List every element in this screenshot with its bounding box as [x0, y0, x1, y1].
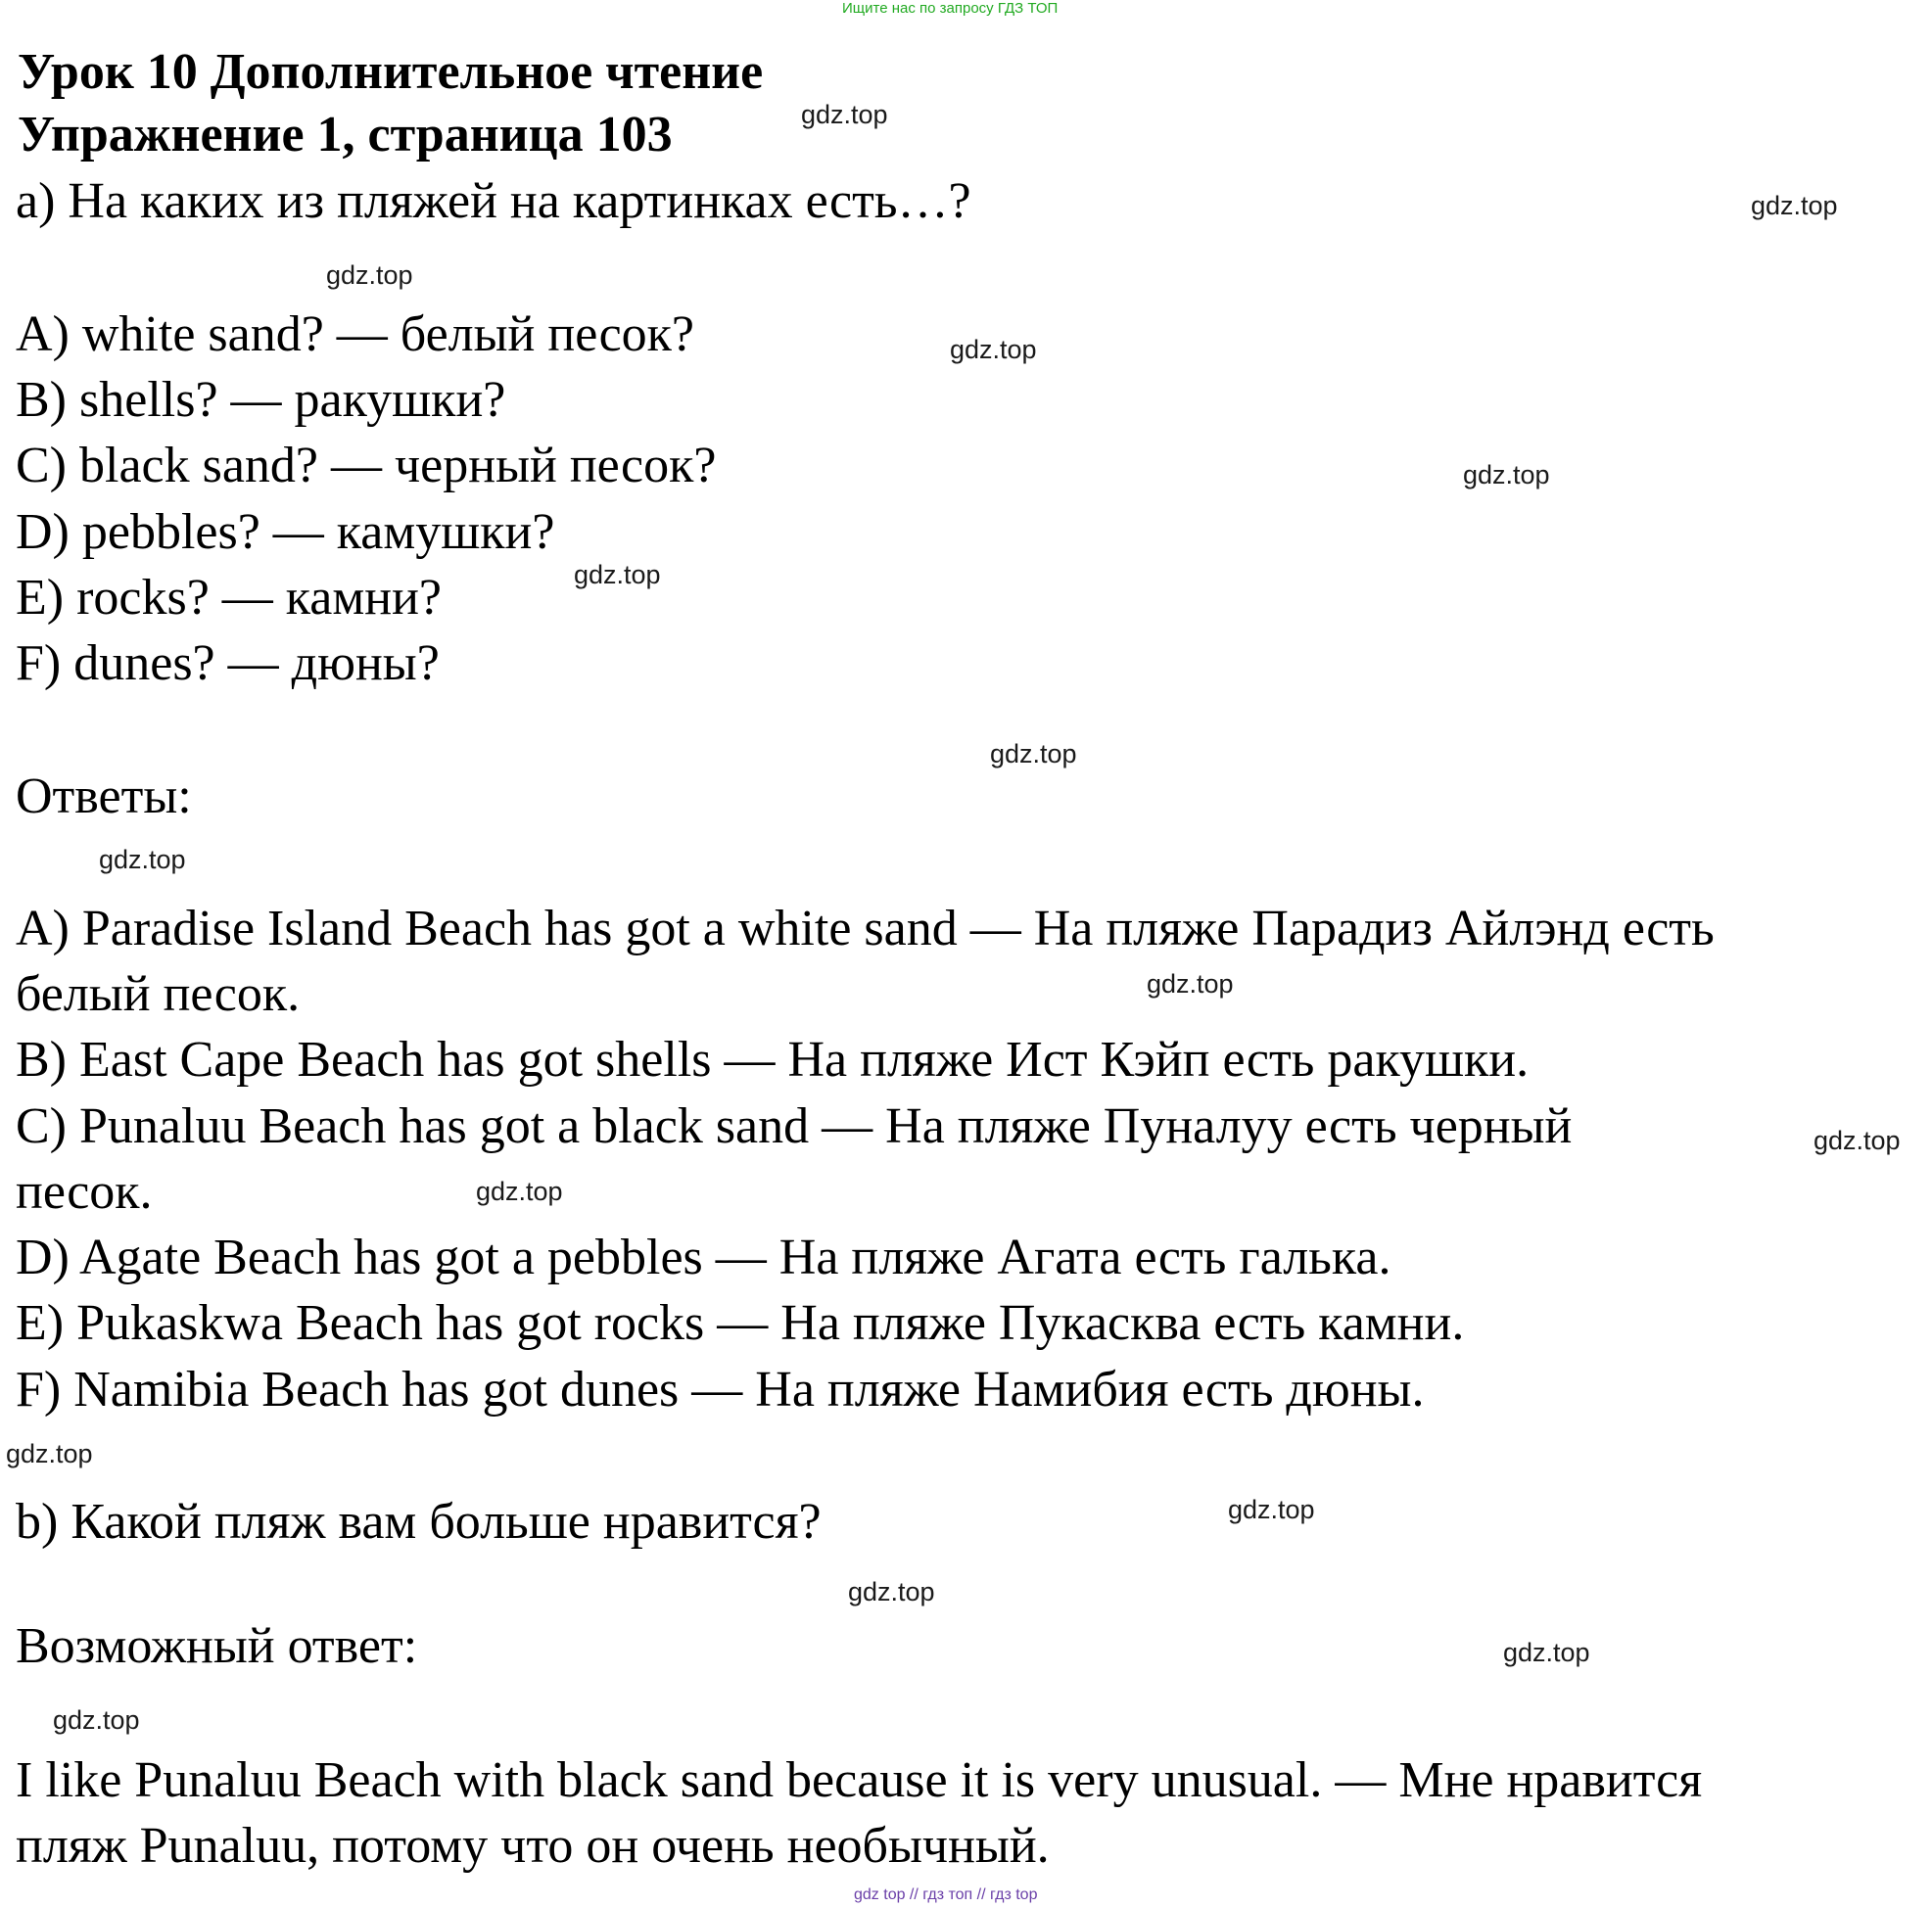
watermark: gdz.top [99, 845, 186, 874]
watermark: gdz.top [6, 1439, 93, 1468]
watermark: gdz.top [1503, 1638, 1590, 1667]
option-d: D) pebbles? — камушки? [16, 504, 555, 560]
answer-a-line2: белый песок. [16, 966, 301, 1022]
option-b: B) shells? — ракушки? [16, 372, 506, 428]
top-banner: Ищите нас по запросу ГДЗ ТОП [842, 0, 1059, 17]
option-a: A) white sand? — белый песок? [16, 306, 694, 362]
option-c: C) black sand? — черный песок? [16, 438, 717, 493]
option-f: F) dunes? — дюны? [16, 635, 440, 691]
answer-b: B) East Cape Beach has got shells — На пляже Ист Кэйп есть ракушки. [16, 1032, 1530, 1088]
exercise-title: Упражнение 1, страница 103 [18, 107, 673, 163]
watermark: gdz.top [1463, 460, 1550, 489]
watermark: gdz.top [574, 560, 661, 589]
answers-heading: Ответы: [16, 768, 192, 824]
possible-answer-line2: пляж Punaluu, потому что он очень необычный. [16, 1818, 1050, 1874]
answer-d: D) Agate Beach has got a pebbles — На пляже Агата есть галька. [16, 1230, 1391, 1285]
watermark: gdz.top [1147, 969, 1234, 999]
answer-c-line1: C) Punaluu Beach has got a black sand — На пляже Пуналуу есть черный [16, 1098, 1573, 1154]
answer-e: E) Pukaskwa Beach has got rocks — На пляже Пукасква есть камни. [16, 1295, 1465, 1351]
watermark: gdz.top [476, 1177, 563, 1206]
question-a: a) На каких из пляжей на картинках есть…? [16, 173, 971, 229]
question-b: b) Какой пляж вам больше нравится? [16, 1494, 822, 1550]
watermark: gdz.top [848, 1577, 935, 1606]
answer-a-line1: A) Paradise Island Beach has got a white sand — На пляже Парадиз Айлэнд есть [16, 901, 1715, 956]
watermark: gdz.top [326, 260, 413, 290]
lesson-title: Урок 10 Дополнительное чтение [18, 44, 764, 100]
watermark: gdz.top [950, 335, 1037, 364]
possible-answer-heading: Возможный ответ: [16, 1618, 418, 1674]
answer-c-line2: песок. [16, 1164, 153, 1220]
possible-answer-line1: I like Punaluu Beach with black sand because it is very unusual. — Мне нравится [16, 1752, 1703, 1808]
watermark: gdz.top [53, 1705, 140, 1735]
watermark: gdz.top [1751, 191, 1838, 220]
watermark: gdz.top [801, 100, 888, 129]
watermark: gdz.top [990, 739, 1077, 768]
option-e: E) rocks? — камни? [16, 570, 442, 626]
footer-watermark: gdz top // гдз топ // гдз top [854, 1886, 1038, 1903]
watermark: gdz.top [1814, 1126, 1901, 1155]
watermark: gdz.top [1228, 1495, 1315, 1524]
answer-f: F) Namibia Beach has got dunes — На пляже Намибия есть дюны. [16, 1362, 1425, 1418]
